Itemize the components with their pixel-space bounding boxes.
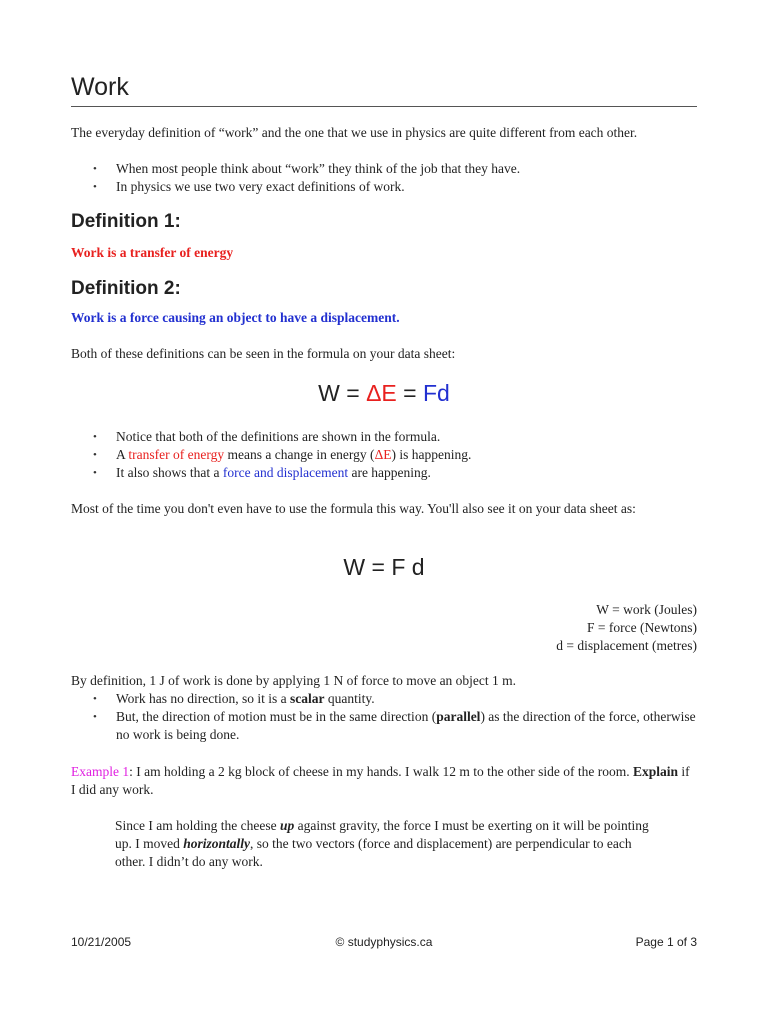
definition-2-text: Work is a force causing an object to have a displacement. [71, 310, 400, 325]
scalar-term: scalar [290, 691, 325, 706]
scalar-bullet-suffix: quantity. [327, 691, 375, 706]
both-definitions-paragraph: Both of these definitions can be seen in the formula on your data sheet: [71, 346, 456, 361]
answer-part-3: , so the two vectors (force and displacement) are perpendicular to each other. I didn’t do any work. [115, 836, 632, 869]
formula-notes-list [71, 428, 697, 482]
by-definition-bullet-list [71, 690, 697, 744]
answer-part-1: Since I am holding the cheese [115, 818, 277, 833]
intro-bullet-1: • When most people think about “work” they think of the job that they have. [71, 160, 697, 178]
parallel-term: parallel [436, 709, 481, 724]
note-bullet-3 [71, 464, 697, 482]
note-bullet-2 [71, 446, 697, 464]
parallel-bullet-prefix: But, the direction of motion must be in the same direction ( [116, 709, 437, 724]
legend-displacement: d = displacement (metres) [556, 638, 697, 653]
intro-bullet-list [71, 160, 697, 196]
definition-1-text: Work is a transfer of energy [71, 245, 234, 260]
example-1-text-end: if I did any work. [71, 764, 690, 797]
footer-copyright: © studyphysics.ca [335, 935, 433, 949]
parallel-bullet [71, 708, 697, 744]
footer-page-number: Page 1 of 3 [635, 935, 697, 949]
note-2-suffix: ) is happening. [391, 447, 472, 462]
scalar-bullet [71, 690, 697, 708]
page-title: Work [71, 73, 129, 101]
example-1-answer [115, 817, 660, 871]
definition-2-heading: Definition 2: [71, 278, 181, 299]
definition-1-heading: Definition 1: [71, 211, 181, 232]
note-bullet-1: • Notice that both of the definitions are shown in the formula. [71, 428, 697, 446]
note-3-prefix: It also shows that a [116, 465, 220, 480]
intro-paragraph: The everyday definition of “work” and the one that we use in physics are quite different from each other. [71, 125, 638, 140]
answer-part-2: against gravity, the force I must be exerting on it will be pointing up. I moved [115, 818, 649, 851]
work-energy-formula [0, 380, 768, 407]
formula-equals: = [403, 380, 417, 406]
parallel-bullet-suffix: ) as the direction of the force, otherwise no work is being done. [116, 709, 696, 742]
legend-force: F = force (Newtons) [587, 620, 697, 635]
work-force-formula: W = F d [343, 554, 425, 580]
formula-delta-e: ΔE [366, 380, 397, 406]
legend-work: W = work (Joules) [596, 602, 697, 617]
example-1-label: Example 1 [71, 764, 130, 779]
intro-bullet-2: • In physics we use two very exact definitions of work. [71, 178, 697, 196]
most-of-time-paragraph: Most of the time you don't even have to use the formula this way. You'll also see it on your data sheet as: [71, 501, 636, 516]
answer-up: up [279, 818, 295, 833]
example-1-explain: Explain [633, 764, 679, 779]
example-1-text: : I am holding a 2 kg block of cheese in my hands. I walk 12 m to the other side of the room. [129, 764, 630, 779]
note-2-delta-e: ΔE [374, 447, 392, 462]
formula-w: W = [318, 380, 360, 406]
note-3-force-and-displacement: force and displacement [222, 465, 349, 480]
formula-fd: Fd [423, 380, 450, 406]
scalar-bullet-prefix: Work has no direction, so it is a [116, 691, 287, 706]
note-2-prefix: A [116, 447, 126, 462]
note-3-suffix: are happening. [351, 465, 431, 480]
note-2-middle: means a change in energy ( [227, 447, 375, 462]
title-divider [71, 106, 697, 107]
note-2-transfer-of-energy: transfer of energy [128, 447, 225, 462]
variable-legend [556, 601, 697, 655]
by-definition-paragraph: By definition, 1 J of work is done by applying 1 N of force to move an object 1 m. [71, 673, 517, 688]
example-1-question [71, 763, 697, 799]
answer-horizontally: horizontally [183, 836, 251, 851]
footer-date: 10/21/2005 [71, 935, 132, 949]
